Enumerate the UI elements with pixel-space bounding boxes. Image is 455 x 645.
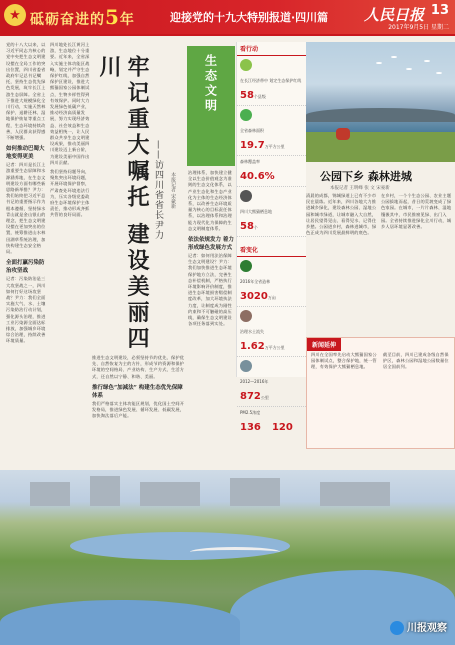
masthead-divider xyxy=(0,34,455,36)
factory-icon xyxy=(240,360,252,372)
bridge xyxy=(190,547,280,557)
masthead-title: 砥砺奋进的5年 xyxy=(30,5,135,29)
stats-heading-2: 看变化 xyxy=(237,243,306,257)
tree-icon xyxy=(240,109,252,121)
news-extension-box xyxy=(306,337,455,449)
leaf-icon xyxy=(240,59,252,71)
section-tag: 生态文明 xyxy=(187,46,235,166)
news-extension-col-1: 四川在全国率先启动大熊猫国家公园体制试点，整合保护地，统一管理，有效保护大熊猫栖息地。 xyxy=(311,352,377,370)
article-column-2: 四川地处长江黄河上游，生态地位十分重要。近年来，全省深入实施主体功能区战略，划定并严守生态保护红线，加强自然保护区建设，推进大熊猫国家公园体制试点，生物多样性得到有效保护。同时大力发展绿色低碳产业，推动经济高质量发展，努力实现经济效益、社会效益和生态效益相统一，让人民群众共享生态文明建设成果，推动美丽四川建设迈上新台阶，为建设美丽中国作出四川贡献。 我们坚持问题导向，聚焦突出环境问题，开展环境保护督察，严肃查处环境违法行为，压实各级党委政府生态环境保护主体责任，推动形成齐抓共管的良好局面。 xyxy=(50,42,90,218)
article-2-column-2: 在乡村，一个个生态公园、农业主题公园拔地而起，昔日的荒坡变成了绿色家园。在城市，一片片森林、湿地镶嵌其中，市民推窗见绿、出门入园。全省持续推进绿化全川行动，城乡人居环境显著改善。 xyxy=(381,193,452,230)
news-extension-col-2: 截至目前，四川已建成各级自然保护区，森林公园和湿地公园数量位居全国前列。 xyxy=(383,352,449,370)
article-2-column-1: 清晨的成都，锦城绿道上已有不少市民在晨练。近年来，四川各地大力推进城乡绿化，建设森林公园、湿地公园和城市绿道，让城市融入大自然，让居民望得见山、看得见水、记得住乡愁。公园进乡村，森林进城市，绿色正成为四川发展最鲜明的底色。 xyxy=(306,193,377,236)
section-heading: 如何推动巴蜀大地变得更美 xyxy=(6,146,45,161)
stat-item: 2012—2016年 872公里 xyxy=(237,357,306,407)
article-column-3: 推进生态文明建设，必须坚持节约优先、保护优先、自然恢复为主的方针，形成节约资源和保护环境的空间格局、产业结构、生产方式、生活方式，还自然以宁静、和谐、美丽。 推行绿色“加减法” 构建生态优先保障体系 我们严格落实主体功能区规划，优化国土空间开发格局，推进绿色发展、循环发展、低碳发展，加快淘汰落后产能。 xyxy=(92,355,187,465)
party-emblem-icon: ★ xyxy=(4,4,26,26)
panda-icon xyxy=(240,190,252,202)
wechat-logo-icon xyxy=(390,621,404,635)
section-heading: 依法依规发力 着力形成绿色发展方式 xyxy=(188,237,234,252)
section-heading: 全面打赢污染防治攻坚战 xyxy=(6,260,45,275)
section-heading: 推行绿色“加减法” 构建生态优先保障体系 xyxy=(92,384,183,399)
stat-item: 全省森林面积 19.7万平方公里 xyxy=(237,106,306,156)
headline-byline: 本报记者 宋豪新 xyxy=(170,172,176,209)
news-extension-tab: 新闻延伸 xyxy=(307,338,341,351)
stat-item: 2016年全省造林 3020万亩 xyxy=(237,257,306,307)
park-photo xyxy=(0,470,455,645)
masthead xyxy=(0,0,455,34)
stat-item: PM2.5浓度 136 120 xyxy=(240,410,293,433)
stat-item: 治理水土流失 1.62万平方公里 xyxy=(237,307,306,357)
paper-logo: 人民日报 xyxy=(364,6,425,24)
main-headline: 牢记重大嘱托 建设美丽四川 xyxy=(96,55,150,353)
forest-icon xyxy=(240,260,252,272)
watermark: 川报观察 xyxy=(390,619,447,635)
mountain-icon xyxy=(240,310,252,322)
stats-heading: 看行动 xyxy=(237,42,306,56)
stat-item: 森林覆盖率 40.6% xyxy=(237,156,306,187)
masthead-subtitle: 迎接党的十九大特别报道·四川篇 xyxy=(170,11,329,24)
stat-item: 四川大熊猫栖息地 58个 xyxy=(237,187,306,237)
article-column-4: 治理体系，加快建立健全以生态价值观念为准则的生态文化体系，以产业生态化和生态产业化为主体的生态经济体系，以改善生态环境质量为核心的目标责任体系，以治理体系和治理能力现代化为保障的生态文明制度体系。 依法依规发力 着力形成绿色发展方式 记者：如何用法治保障生态文明建设？尹力：我们加快推进生态环境保护地方立法，完善生态补偿机制，严格执行环境影响评价制度，推进生态环境损害赔偿制度改革，加大环境执法力度，让制度成为刚性约束和不可触碰的高压线，确保生态文明建设各项任务落到实处。 xyxy=(188,170,234,327)
date-line: 2017年9月5日 星期二 xyxy=(388,24,449,31)
article-2-title: 公园下乡 森林进城 xyxy=(320,170,412,183)
article-column-1: 党的十八大以来，以习近平同志为核心的党中央把生态文明建设摆在全局工作的突出位置，四川省委省政府牢记总书记嘱托，坚持生态优先绿色发展，筑牢长江上游生态屏障。全省上下推进大规模绿化全川行动，实施天然林保护、退耕还林、湿地保护恢复等重点工程，生态环境持续改善，人民群众获得感不断增强。 如何推动巴蜀大地变得更美 记者：四川是长江上游重要生态屏障和水源涵养地，在生态文明建设方面有哪些新思路新举措？尹力：我们始终把习近平总书记的重要指示作为根本遵循，坚持绿水青山就是金山银山的理念，把生态文明建设摆在更加突出的位置，统筹推进山水林田湖草系统治理，加快构建生态安全格局。 全面打赢污染防治攻坚战 记者：污染防治是三大攻坚战之一，四川如何打好这场攻坚战？尹力：我们全面实施大气、水、土壤污染防治行动计划，强化源头治理，推进工业污染源全面达标排放，加强城乡环境综合治理，持续改善环境质量。 xyxy=(6,42,48,467)
stat-item: 在长江经济带中 划定生态保护红线 58个县级 xyxy=(237,56,306,106)
page-number: 13 xyxy=(430,3,449,18)
lake-photo xyxy=(306,42,455,162)
headline-subtitle: ——访四川省省长尹力 xyxy=(153,140,163,240)
article-2-byline: 本报记者 王明峰 张 文 宋豪新 xyxy=(330,186,390,191)
stats-sidebar xyxy=(236,42,306,433)
